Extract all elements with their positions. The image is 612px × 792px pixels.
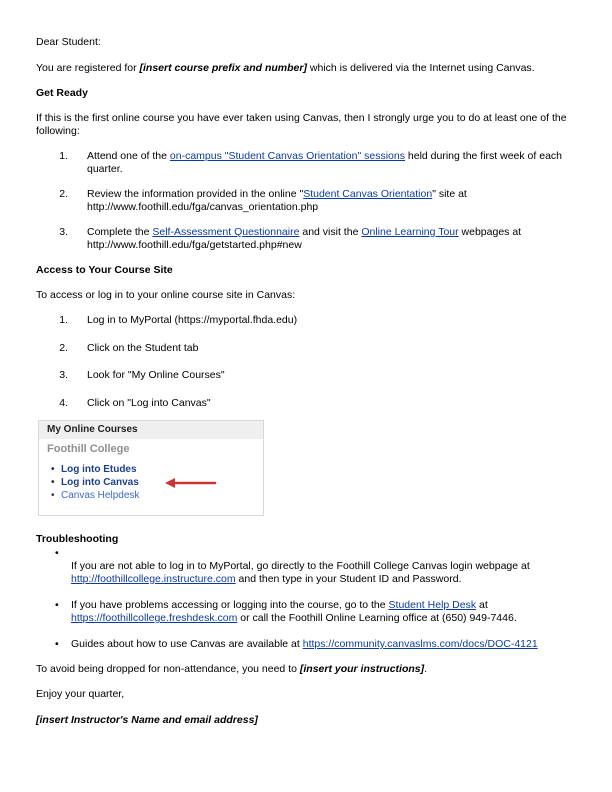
get-ready-item-1: 1. Attend one of the on-campus "Student Canvas Orientation" sessions held during the first week of each quarter. <box>59 150 562 175</box>
closing: Enjoy your quarter, <box>36 688 125 700</box>
access-step-4: 4. Click on "Log into Canvas" <box>59 397 211 409</box>
portal-title: My Online Courses <box>39 421 263 439</box>
intro-paragraph: You are registered for [insert course prefix and number] which is delivered via the Internet using Canvas. <box>36 62 535 74</box>
drop-paragraph: To avoid being dropped for non-attendance, you need to [insert your instructions]. <box>36 663 428 675</box>
log-into-etudes-link[interactable]: • Log into Etudes <box>51 464 137 475</box>
online-learning-tour-link[interactable]: Online Learning Tour <box>361 226 459 238</box>
freshdesk-link[interactable]: https://foothillcollege.freshdesk.com <box>71 612 238 624</box>
red-arrow-icon <box>163 477 217 489</box>
student-help-desk-link[interactable]: Student Help Desk <box>388 599 477 611</box>
canvas-helpdesk-link[interactable]: • Canvas Helpdesk <box>51 490 140 501</box>
trouble-item-3: • Guides about how to use Canvas are available at https://community.canvaslms.com/docs/DOC-4121 <box>55 638 538 650</box>
access-step-3: 3. Look for "My Online Courses" <box>59 369 225 381</box>
canvas-guides-link[interactable]: https://community.canvaslms.com/docs/DOC-4121 <box>302 638 538 650</box>
portal-college: Foothill College <box>47 443 130 455</box>
get-ready-heading: Get Ready <box>36 87 88 99</box>
course-placeholder: [insert course prefix and number] <box>139 62 307 74</box>
trouble-item-2: • If you have problems accessing or logging into the course, go to the Student Help Desk at https://foothillcollege.freshdesk.com or call the Foothill Online Learning office at (650) 949-7446. <box>55 599 517 624</box>
signature-placeholder: [insert Instructor's Name and email address] <box>36 714 258 726</box>
get-ready-item-3: 3. Complete the Self-Assessment Questionnaire and visit the Online Learning Tour webpages at http://www.foothill.edu/fga/getstarted.php#new <box>59 226 522 251</box>
log-into-canvas-link[interactable]: • Log into Canvas <box>51 477 139 488</box>
my-online-courses-screenshot <box>38 420 264 516</box>
orientation-sessions-link[interactable]: on-campus "Student Canvas Orientation" sessions <box>169 150 405 162</box>
get-ready-item-2: 2. Review the information provided in the online "Student Canvas Orientation" site at http://www.foothill.edu/fga/canvas_orientation.php <box>59 188 467 213</box>
bullet-icon: • <box>55 638 59 650</box>
greeting: Dear Student: <box>36 36 101 48</box>
trouble-item-1: • If you are not able to log in to MyPortal, go directly to the Foothill College Canvas login webpage at http://foothillcollege.instructure.com and then type in your Student ID and Password. <box>55 547 530 585</box>
troubleshooting-heading: Troubleshooting <box>36 533 119 545</box>
access-step-1: 1. Log in to MyPortal (https://myportal.fhda.edu) <box>59 314 298 326</box>
instructions-placeholder: [insert your instructions] <box>299 663 425 675</box>
bullet-icon: • <box>55 547 59 559</box>
portal-link-list <box>39 463 263 502</box>
access-step-2: 2. Click on the Student tab <box>59 342 199 354</box>
get-ready-paragraph: If this is the first online course you have ever taken using Canvas, then I strongly urge you to do at least one of the following: <box>36 112 567 137</box>
access-heading: Access to Your Course Site <box>36 264 173 276</box>
canvas-orientation-link[interactable]: Student Canvas Orientation <box>303 188 433 200</box>
canvas-login-link[interactable]: http://foothillcollege.instructure.com <box>71 573 236 585</box>
access-paragraph: To access or log in to your online course site in Canvas: <box>36 289 296 301</box>
self-assessment-link[interactable]: Self-Assessment Questionnaire <box>152 226 300 238</box>
bullet-icon: • <box>55 599 59 611</box>
